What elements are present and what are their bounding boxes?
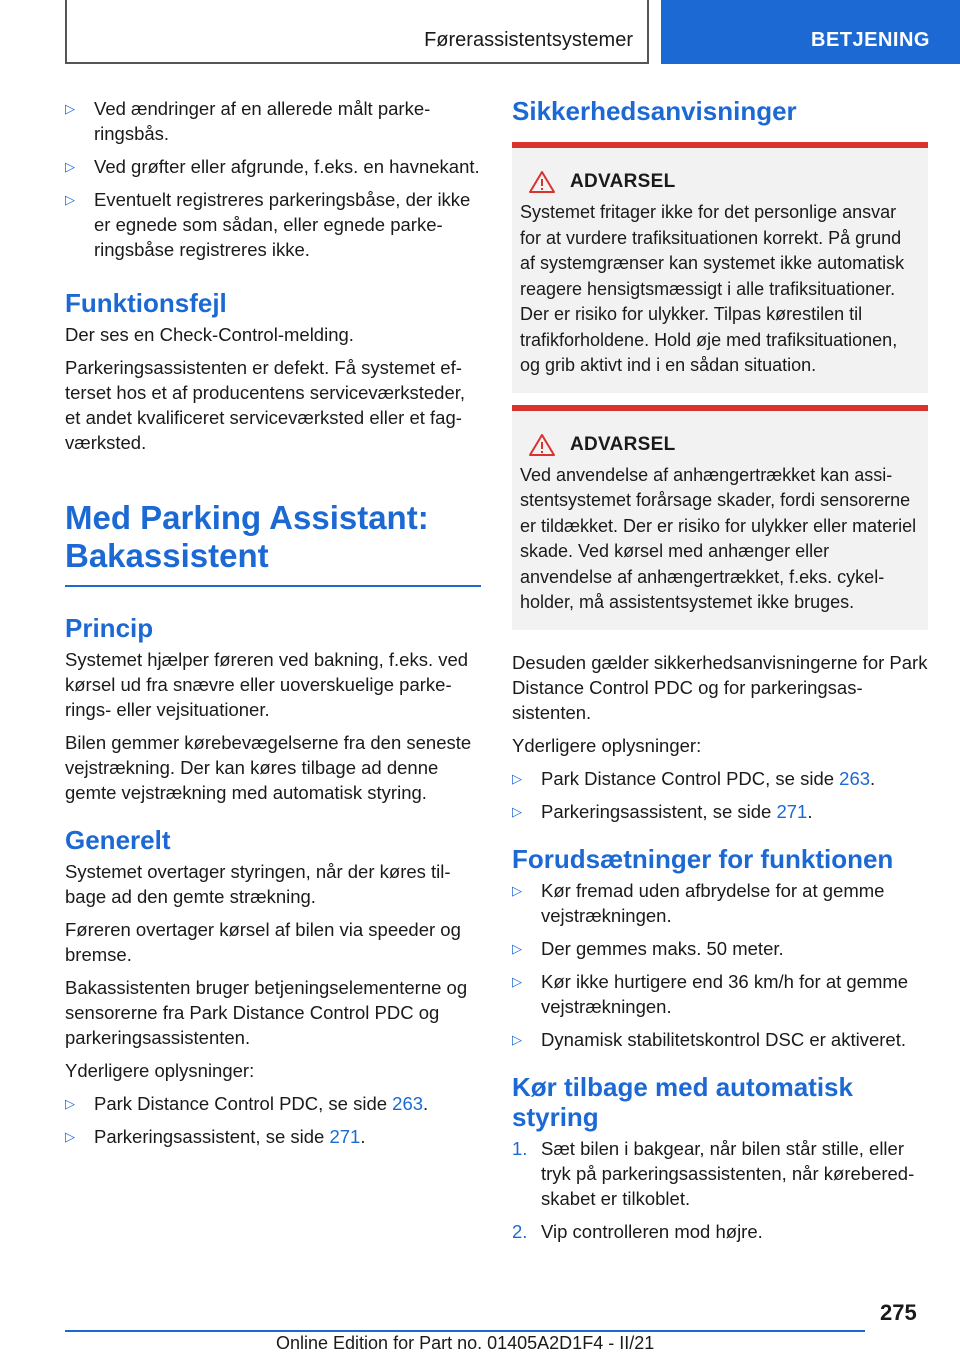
paragraph: Systemet overtager styringen, når der køres tilbage ad den gemte strækning. xyxy=(65,861,451,907)
right-column xyxy=(512,96,928,1252)
chapter-title: Førerassistentsystemer xyxy=(424,29,633,51)
chapter-tab xyxy=(65,0,649,64)
list-item: ▷ Ved ændringer af en allerede målt parkeringsbås. xyxy=(65,98,431,144)
step-item: 2. Vip controlleren mod højre. xyxy=(512,1220,763,1242)
triangle-bullet-icon: ▷ xyxy=(512,803,522,819)
warning-triangle-icon xyxy=(528,170,556,194)
warning-title: ADVARSEL xyxy=(570,433,676,455)
triangle-bullet-icon: ▷ xyxy=(65,192,75,207)
list-item: ▷ Eventuelt registreres parkeringsbåse, der ikke er egnede som sådan, eller egnede parkeringsbåse registreres ikke. xyxy=(65,189,471,260)
triangle-bullet-icon: ▷ xyxy=(512,973,522,989)
warning-title: ADVARSEL xyxy=(570,171,676,192)
warning-box xyxy=(512,405,928,630)
funktionsfejl-heading: Funktionsfejl xyxy=(65,288,227,318)
list-item: ▷ Parkeringsassistent, se side 271. xyxy=(65,1126,366,1147)
requirements-list xyxy=(512,878,928,1052)
paragraph: Systemet hjælper føreren ved bakning, f.eks. ved kørsel ud fra snævre eller uoverskuelige parkerings- eller vejsituationer. xyxy=(65,649,469,720)
warning-box xyxy=(512,142,928,393)
list-item: ▷ Dynamisk stabilitetskontrol DSC er aktiveret. xyxy=(512,1028,906,1050)
reference-list xyxy=(65,1091,481,1149)
steps-list xyxy=(512,1136,928,1244)
princip-heading: Princip xyxy=(65,613,154,643)
paragraph: Bakassistenten bruger betjeningselementerne og sensorerne fra Park Distance Control PDC og parkeringsassistenten. xyxy=(65,977,468,1048)
triangle-bullet-icon: ▷ xyxy=(512,882,522,898)
paragraph: Der ses en Check-Control-melding. xyxy=(65,324,354,345)
page-link-271[interactable]: 271 xyxy=(329,1126,361,1147)
paragraph: Desuden gælder sikkerhedsanvisningerne for Park Distance Control PDC og for parkeringsassistenten. xyxy=(512,651,928,723)
reference-list xyxy=(512,766,928,824)
tilbage-heading: Kør tilbage med automatisk styring xyxy=(512,1071,853,1132)
step-number: 1. xyxy=(512,1137,528,1159)
triangle-bullet-icon: ▷ xyxy=(512,940,522,956)
edition-footer: Online Edition for Part no. 01405A2D1F4 - II/21 xyxy=(276,1333,655,1353)
page-link-271[interactable]: 271 xyxy=(776,800,808,822)
list-item: ▷ Kør ikke hurtigere end 36 km/h for at gemme vejstrækningen. xyxy=(512,970,909,1017)
triangle-bullet-icon: ▷ xyxy=(65,1096,75,1111)
left-column xyxy=(65,96,481,1157)
page-number: 275 xyxy=(880,1300,917,1325)
triangle-bullet-icon: ▷ xyxy=(512,1031,522,1047)
page-link-263[interactable]: 263 xyxy=(392,1093,424,1114)
list-item: ▷ Ved grøfter eller afgrunde, f.eks. en havnekant. xyxy=(65,156,480,177)
page-link-263[interactable]: 263 xyxy=(839,767,871,789)
warning-text: Systemet fritager ikke for det personlige ansvar for at vurdere trafiksituationen korrekt. På grund af systemgrænser kan systemet ikke automatisk reagere hensigtsmæssigt i alle trafiksituationer. Der er risiko for ulykker. Tilpas kørestilen til trafikforholdene. Hold øje med trafiksituationen, og grib aktivt ind i en sådan situation. xyxy=(520,202,905,375)
list-item: ▷ Park Distance Control PDC, se side 263. xyxy=(65,1093,429,1114)
triangle-bullet-icon: ▷ xyxy=(65,1129,75,1144)
main-heading: Med Parking Assistant: Bakassistent xyxy=(65,499,481,587)
sikkerhed-heading: Sikkerhedsanvisninger xyxy=(512,96,797,126)
intro-bullet-list xyxy=(65,96,481,262)
section-tab xyxy=(661,0,960,64)
footer-divider xyxy=(65,1330,865,1332)
generelt-heading: Generelt xyxy=(65,825,171,855)
list-item: ▷ Kør fremad uden afbrydelse for at gemme vejstrækningen. xyxy=(512,879,885,926)
section-title: BETJENING xyxy=(811,29,930,51)
list-item: ▷ Der gemmes maks. 50 meter. xyxy=(512,937,784,959)
step-number: 2. xyxy=(512,1220,528,1242)
paragraph: Føreren overtager kørsel af bilen via speeder og bremse. xyxy=(65,919,461,965)
paragraph: Yderligere oplysninger: xyxy=(512,734,702,756)
list-item: ▷ Park Distance Control PDC, se side 263. xyxy=(512,767,876,789)
paragraph: Parkeringsassistenten er defekt. Få systemet efterset hos et af producentens serviceværksteder, et andet kvalificeret serviceværksted eller et fagværksted. xyxy=(65,357,466,453)
warning-text: Ved anvendelse af anhængertrækket kan assistentsystemet forårsage skader, fordi sensorerne er tildækket. Der er risiko for ulykker eller materiel skade. Ved kørsel med anhænger eller anvendelse af anhængertrækket, f.eks. cykelholder, må assistentsystemet ikke bruges. xyxy=(520,464,917,612)
triangle-bullet-icon: ▷ xyxy=(512,770,522,786)
list-item: ▷ Parkeringsassistent, se side 271. xyxy=(512,800,813,822)
triangle-bullet-icon: ▷ xyxy=(65,101,75,116)
step-item: 1. Sæt bilen i bakgear, når bilen står stille, eller tryk på parkeringsassistenten, når køreberedskabet er tilkoblet. xyxy=(512,1137,915,1209)
paragraph: Bilen gemmer kørebevægelserne fra den seneste vejstrækning. Der kan køres tilbage ad denne gemte vejstrækning med automatisk styring. xyxy=(65,732,472,803)
forudsaetninger-heading: Forudsætninger for funktionen xyxy=(512,843,894,874)
paragraph: Yderligere oplysninger: xyxy=(65,1060,255,1081)
warning-triangle-icon xyxy=(528,433,556,457)
triangle-bullet-icon: ▷ xyxy=(65,159,75,174)
